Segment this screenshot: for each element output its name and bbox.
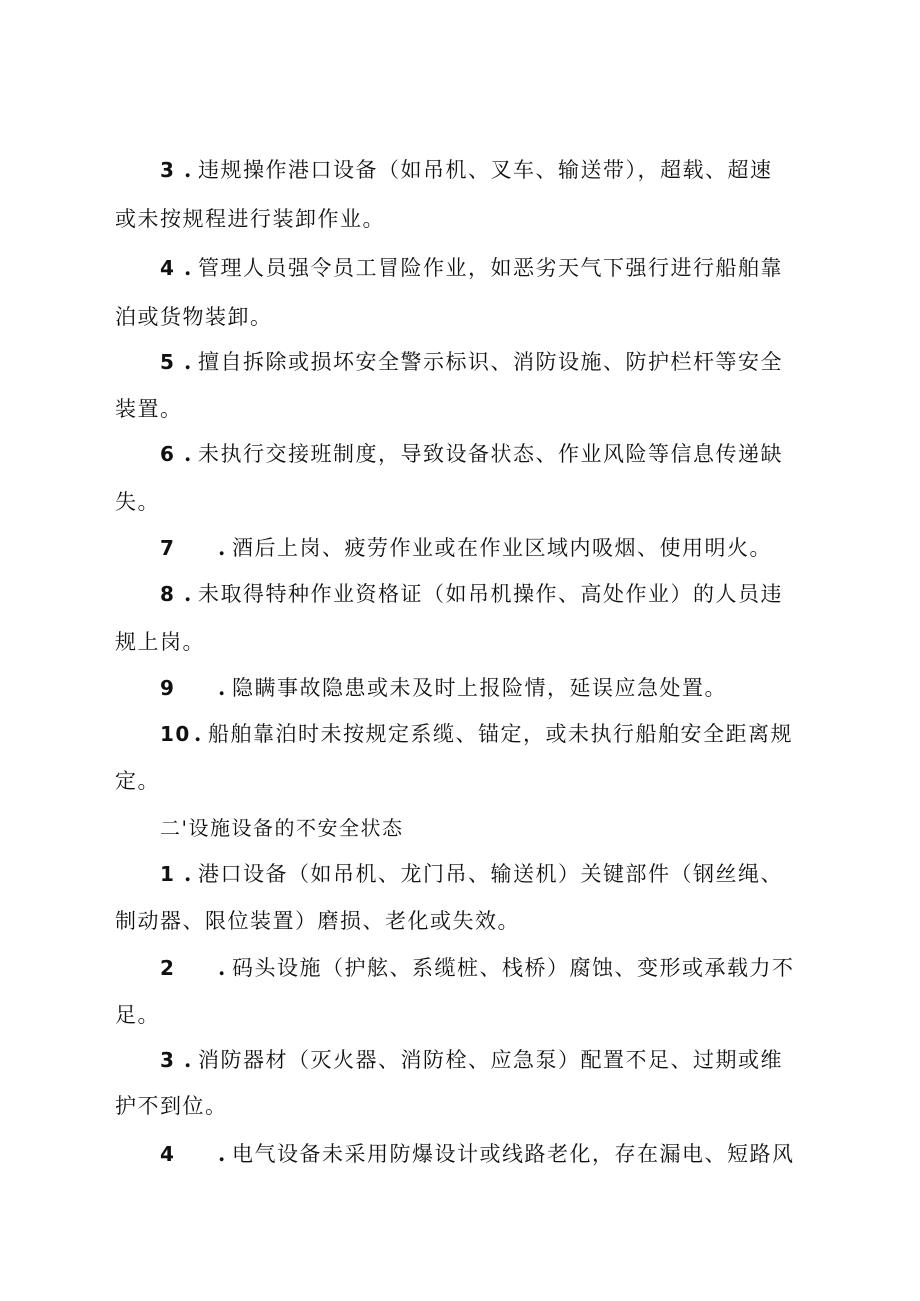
- item-number: 2: [160, 956, 176, 980]
- list-item-2-1-line1: [160, 862, 783, 886]
- item-text: 擅自拆除或损坏安全警示标识、消防设施、防护栏杆等安全: [198, 350, 783, 374]
- item-text: 酒后上岗、疲劳作业或在作业区域内吸烟、使用明火。: [232, 536, 772, 560]
- item-separator: .: [184, 1047, 193, 1072]
- item-text-continued: 护不到位。: [115, 1094, 228, 1118]
- item-number: 8: [160, 582, 176, 606]
- item-text: 电气设备未采用防爆设计或线路老化，存在漏电、短路风: [232, 1142, 795, 1166]
- item-text: 码头设施（护舷、系缆桩、栈桥）腐蚀、变形或承载力不: [232, 956, 795, 980]
- list-item-9-line1: [160, 676, 727, 700]
- item-separator: .: [194, 721, 203, 746]
- item-number: 4: [160, 1142, 176, 1166]
- item-number: 7: [160, 536, 176, 560]
- list-item-4-line1: [160, 256, 783, 280]
- item-separator: .: [184, 255, 193, 280]
- item-number: 10: [160, 722, 191, 746]
- section-heading: 二'设施设备的不安全状态: [160, 816, 404, 840]
- item-text: 消防器材（灭火器、消防栓、应急泵）配置不足、过期或维: [198, 1048, 783, 1072]
- item-text: 港口设备（如吊机、龙门吊、输送机）关键部件（钢丝绳、: [198, 862, 783, 886]
- item-text-continued: 泊或货物装卸。: [115, 305, 273, 329]
- item-separator: .: [184, 349, 193, 374]
- item-text-continued: 规上岗。: [115, 630, 205, 654]
- list-item-8-line1: [160, 582, 783, 606]
- list-item-2-3-line1: [160, 1048, 783, 1072]
- item-number: 1: [160, 862, 176, 886]
- item-text: 管理人员强令员工冒险作业，如恶劣天气下强行进行船舶靠: [198, 256, 783, 280]
- list-item-8-line2: [115, 630, 205, 654]
- item-separator: .: [184, 861, 193, 886]
- list-item-5-line2: [115, 397, 183, 421]
- item-separator: .: [184, 441, 193, 466]
- list-item-2-2-line2: [115, 1003, 160, 1027]
- list-item-10-line1: [160, 722, 793, 746]
- list-item-2-1-line2: [115, 909, 520, 933]
- list-item-3-line2: [115, 207, 385, 231]
- item-text: 未执行交接班制度，导致设备状态、作业风险等信息传递缺: [198, 442, 783, 466]
- item-separator: .: [218, 955, 227, 980]
- item-number: 3: [160, 158, 176, 182]
- item-separator: .: [184, 581, 193, 606]
- item-text: 未取得特种作业资格证（如吊机操作、高处作业）的人员违: [198, 582, 783, 606]
- item-text: 船舶靠泊时未按规定系缆、锚定，或未执行船舶安全距离规: [208, 722, 793, 746]
- item-text-continued: 足。: [115, 1003, 160, 1027]
- item-number: 6: [160, 442, 176, 466]
- item-number: 3: [160, 1048, 176, 1072]
- item-text-continued: 失。: [115, 490, 160, 514]
- list-item-5-line1: [160, 350, 783, 374]
- list-item-6-line2: [115, 490, 160, 514]
- item-text: 隐瞒事故隐患或未及时上报险情，延误应急处置。: [232, 676, 727, 700]
- item-separator: .: [218, 535, 227, 560]
- item-number: 5: [160, 350, 176, 374]
- item-number: 9: [160, 676, 176, 700]
- item-text-continued: 制动器、限位装置）磨损、老化或失效。: [115, 909, 520, 933]
- list-item-2-2-line1: [160, 956, 795, 980]
- item-separator: .: [184, 157, 193, 182]
- list-item-10-line2: [115, 769, 160, 793]
- list-item-7-line1: [160, 536, 772, 560]
- list-item-2-3-line2: [115, 1094, 228, 1118]
- list-item-4-line2: [115, 305, 273, 329]
- item-separator: .: [218, 1141, 227, 1166]
- item-text-continued: 定。: [115, 769, 160, 793]
- list-item-2-4-line1: [160, 1142, 795, 1166]
- list-item-6-line1: [160, 442, 783, 466]
- item-separator: .: [218, 675, 227, 700]
- item-text: 违规操作港口设备（如吊机、叉车、输送带），超载、超速: [198, 158, 773, 182]
- item-text-continued: 装置。: [115, 397, 183, 421]
- item-number: 4: [160, 256, 176, 280]
- list-item-3-line1: [160, 158, 773, 182]
- item-text-continued: 或未按规程进行装卸作业。: [115, 207, 385, 231]
